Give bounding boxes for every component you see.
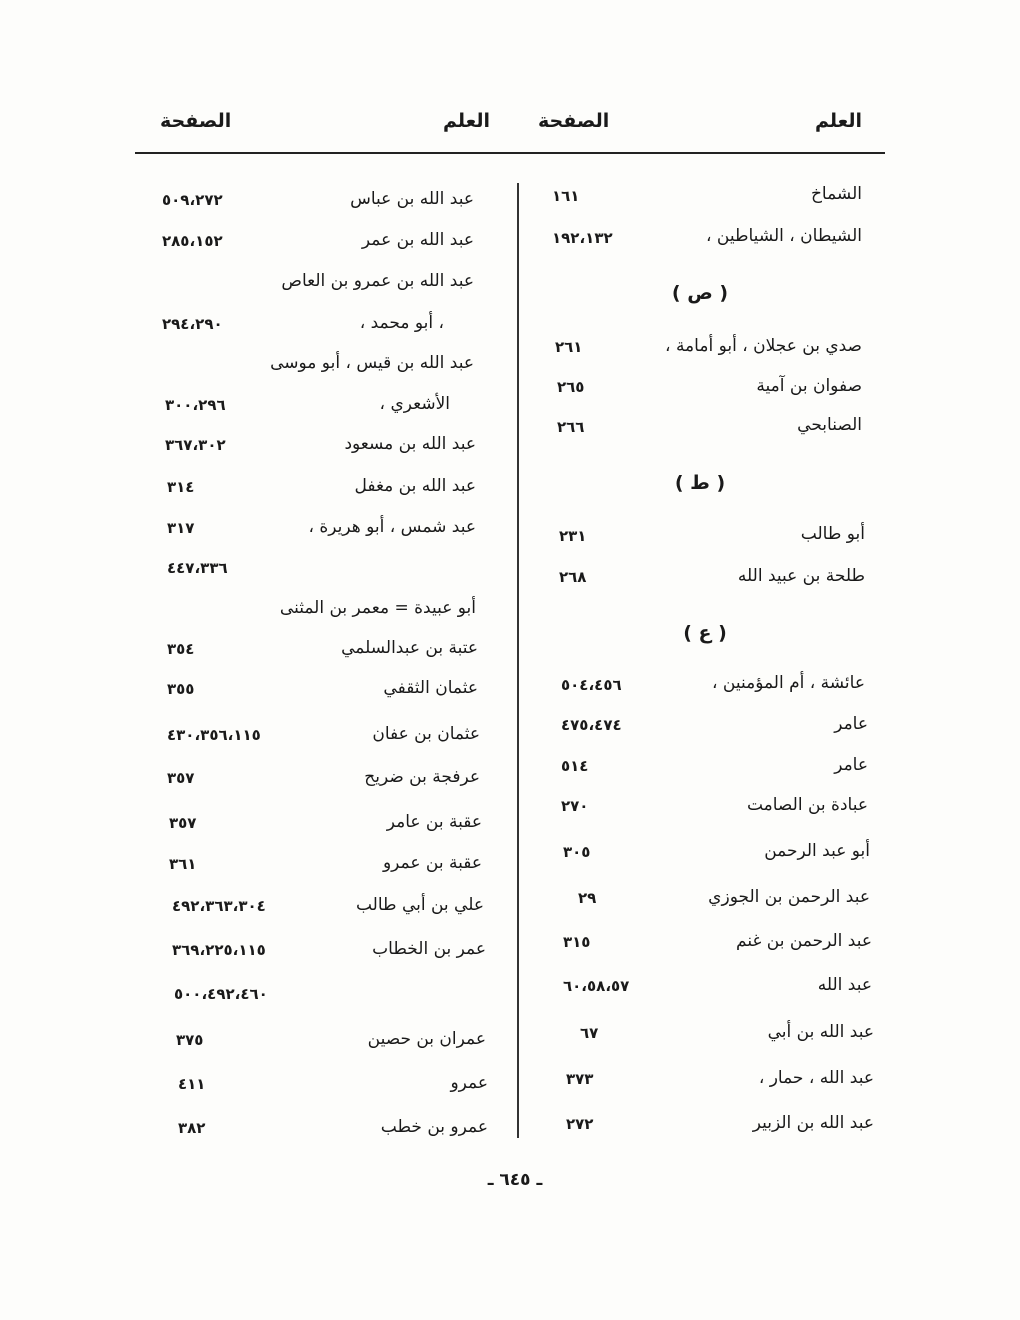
left-row-name: عمر بن الخطاب xyxy=(372,939,486,959)
left-row-name: عبد الله بن عمرو بن العاص xyxy=(281,271,474,291)
left-name-header: العلم xyxy=(443,110,491,132)
left-row-pages: ٣٠٠،٢٩٦ xyxy=(165,396,226,414)
left-row-pages: ٤٤٧،٣٣٦ xyxy=(167,559,228,577)
left-row-name: ، أبو محمد ، xyxy=(359,313,444,333)
left-row-name: الأشعري ، xyxy=(379,394,450,414)
right-row-name: عامر xyxy=(834,755,868,775)
right-row-name: الشيطان ، الشياطين ، xyxy=(706,226,862,246)
page-number: ـ ٦٤٥ ـ xyxy=(487,1170,543,1190)
left-row-pages: ٣١٧ xyxy=(167,519,195,537)
right-row-name: عبد الله بن أبي xyxy=(767,1022,874,1042)
right-row-name: طلحة بن عبيد الله xyxy=(737,566,865,586)
left-row-pages: ٣٨٢ xyxy=(178,1119,206,1137)
left-row-pages: ٥٠٠،٤٩٢،٤٦٠ xyxy=(174,985,268,1003)
right-row-name: صفوان بن آمية xyxy=(756,376,862,396)
left-row-name: عقبة بن عامر xyxy=(386,812,482,832)
left-row-pages: ٢٩٤،٢٩٠ xyxy=(162,315,223,333)
right-row-name: عبد الله بن الزبير xyxy=(752,1113,874,1133)
left-row-name: عثمان الثقفي xyxy=(383,678,478,698)
right-row-pages: ٥١٤ xyxy=(561,757,589,775)
section-letter-sad: ( ص ) xyxy=(671,282,729,304)
left-row-name: عبد الله بن مغفل xyxy=(354,476,476,496)
right-row-name: عبد الله xyxy=(817,975,872,995)
right-row-pages: ٢٦١ xyxy=(555,338,583,356)
left-row-name: عبد الله بن مسعود xyxy=(344,434,476,454)
right-row-pages: ١٦١ xyxy=(552,187,580,205)
left-row-pages: ٣٥٥ xyxy=(167,680,195,698)
left-row-pages: ٣١٤ xyxy=(167,478,195,496)
left-row-name: عثمان بن عفان xyxy=(372,724,480,744)
right-row-name: صدي بن عجلان ، أبو أمامة ، xyxy=(665,336,862,356)
left-row-name: أبو عبيدة = معمر بن المثنى xyxy=(279,598,476,618)
left-row-name: علي بن أبي طالب xyxy=(355,895,484,915)
left-row-pages: ٤٩٢،٣٦٣،٣٠٤ xyxy=(172,897,266,915)
left-row-pages: ٣٦١ xyxy=(169,855,197,873)
right-row-pages: ٦٠،٥٨،٥٧ xyxy=(563,977,630,995)
left-row-name: عمرو xyxy=(450,1073,488,1093)
right-row-pages: ٢٧٠ xyxy=(561,797,589,815)
column-divider xyxy=(517,183,519,1138)
header-rule xyxy=(135,152,885,154)
section-letter-ain: ( ع ) xyxy=(683,622,727,644)
right-row-pages: ٣٠٥ xyxy=(563,843,591,861)
right-row-name: الشماخ xyxy=(810,184,862,204)
right-row-name: عبد الرحمن بن الجوزي xyxy=(708,887,870,907)
left-row-name: عبد الله بن عمر xyxy=(361,230,474,250)
right-name-header: العلم xyxy=(815,110,863,132)
left-row-pages: ٣٥٤ xyxy=(167,640,195,658)
left-row-pages: ٣٦٧،٣٠٢ xyxy=(165,436,226,454)
right-row-pages: ٢٣١ xyxy=(559,527,587,545)
right-row-pages: ٢٦٥ xyxy=(557,378,585,396)
left-row-name: عمران بن حصين xyxy=(367,1029,486,1049)
right-row-pages: ١٩٢،١٣٢ xyxy=(552,229,613,247)
right-row-pages: ٣١٥ xyxy=(563,933,591,951)
left-row-name: عقبة بن عمرو xyxy=(382,853,482,873)
right-row-pages: ٣٧٣ xyxy=(566,1070,594,1088)
right-row-name: أبو عبد الرحمن xyxy=(764,841,870,861)
left-row-name: عبد الله بن قيس ، أبو موسى xyxy=(270,353,474,373)
left-row-name: عبد شمس ، أبو هريرة ، xyxy=(308,517,476,537)
right-row-pages: ٢٧٢ xyxy=(566,1115,594,1133)
right-row-name: عبد الله ، حمار ، xyxy=(758,1068,874,1088)
right-row-name: الصنابحي xyxy=(797,415,862,435)
left-row-pages: ٤١١ xyxy=(178,1075,206,1093)
section-letter-ta: ( ط ) xyxy=(674,472,726,494)
left-row-pages: ٣٦٩،٢٢٥،١١٥ xyxy=(172,941,266,959)
right-row-pages: ٢٦٨ xyxy=(559,568,587,586)
left-row-pages: ٥٠٩،٢٧٢ xyxy=(162,191,223,209)
right-row-pages: ٦٧ xyxy=(580,1024,599,1042)
right-row-name: عبادة بن الصامت xyxy=(746,795,868,815)
left-row-name: عبد الله بن عباس xyxy=(350,189,474,209)
right-row-pages: ٤٧٥،٤٧٤ xyxy=(561,716,622,734)
right-row-name: عبد الرحمن بن غنم xyxy=(736,931,872,951)
right-row-pages: ٢٩ xyxy=(578,889,597,907)
left-row-pages: ٣٥٧ xyxy=(167,769,195,787)
left-row-pages: ٣٥٧ xyxy=(169,814,197,832)
right-row-pages: ٥٠٤،٤٥٦ xyxy=(561,676,622,694)
right-page-header: الصفحة xyxy=(538,110,610,132)
right-row-pages: ٢٦٦ xyxy=(557,418,585,436)
left-row-name: عرفجة بن ضريح xyxy=(364,767,480,787)
right-row-name: عامر xyxy=(834,714,868,734)
left-page-header: الصفحة xyxy=(160,110,232,132)
right-row-name: أبو طالب xyxy=(800,524,865,544)
left-row-name: عمرو بن خطب xyxy=(380,1117,488,1137)
left-row-pages: ٢٨٥،١٥٢ xyxy=(162,232,223,250)
left-row-name: عتبة بن عبدالسلمي xyxy=(341,638,478,658)
left-row-pages: ٣٧٥ xyxy=(176,1031,204,1049)
right-row-name: عائشة ، أم المؤمنين ، xyxy=(712,673,865,693)
left-row-pages: ٤٣٠،٣٥٦،١١٥ xyxy=(167,726,261,744)
